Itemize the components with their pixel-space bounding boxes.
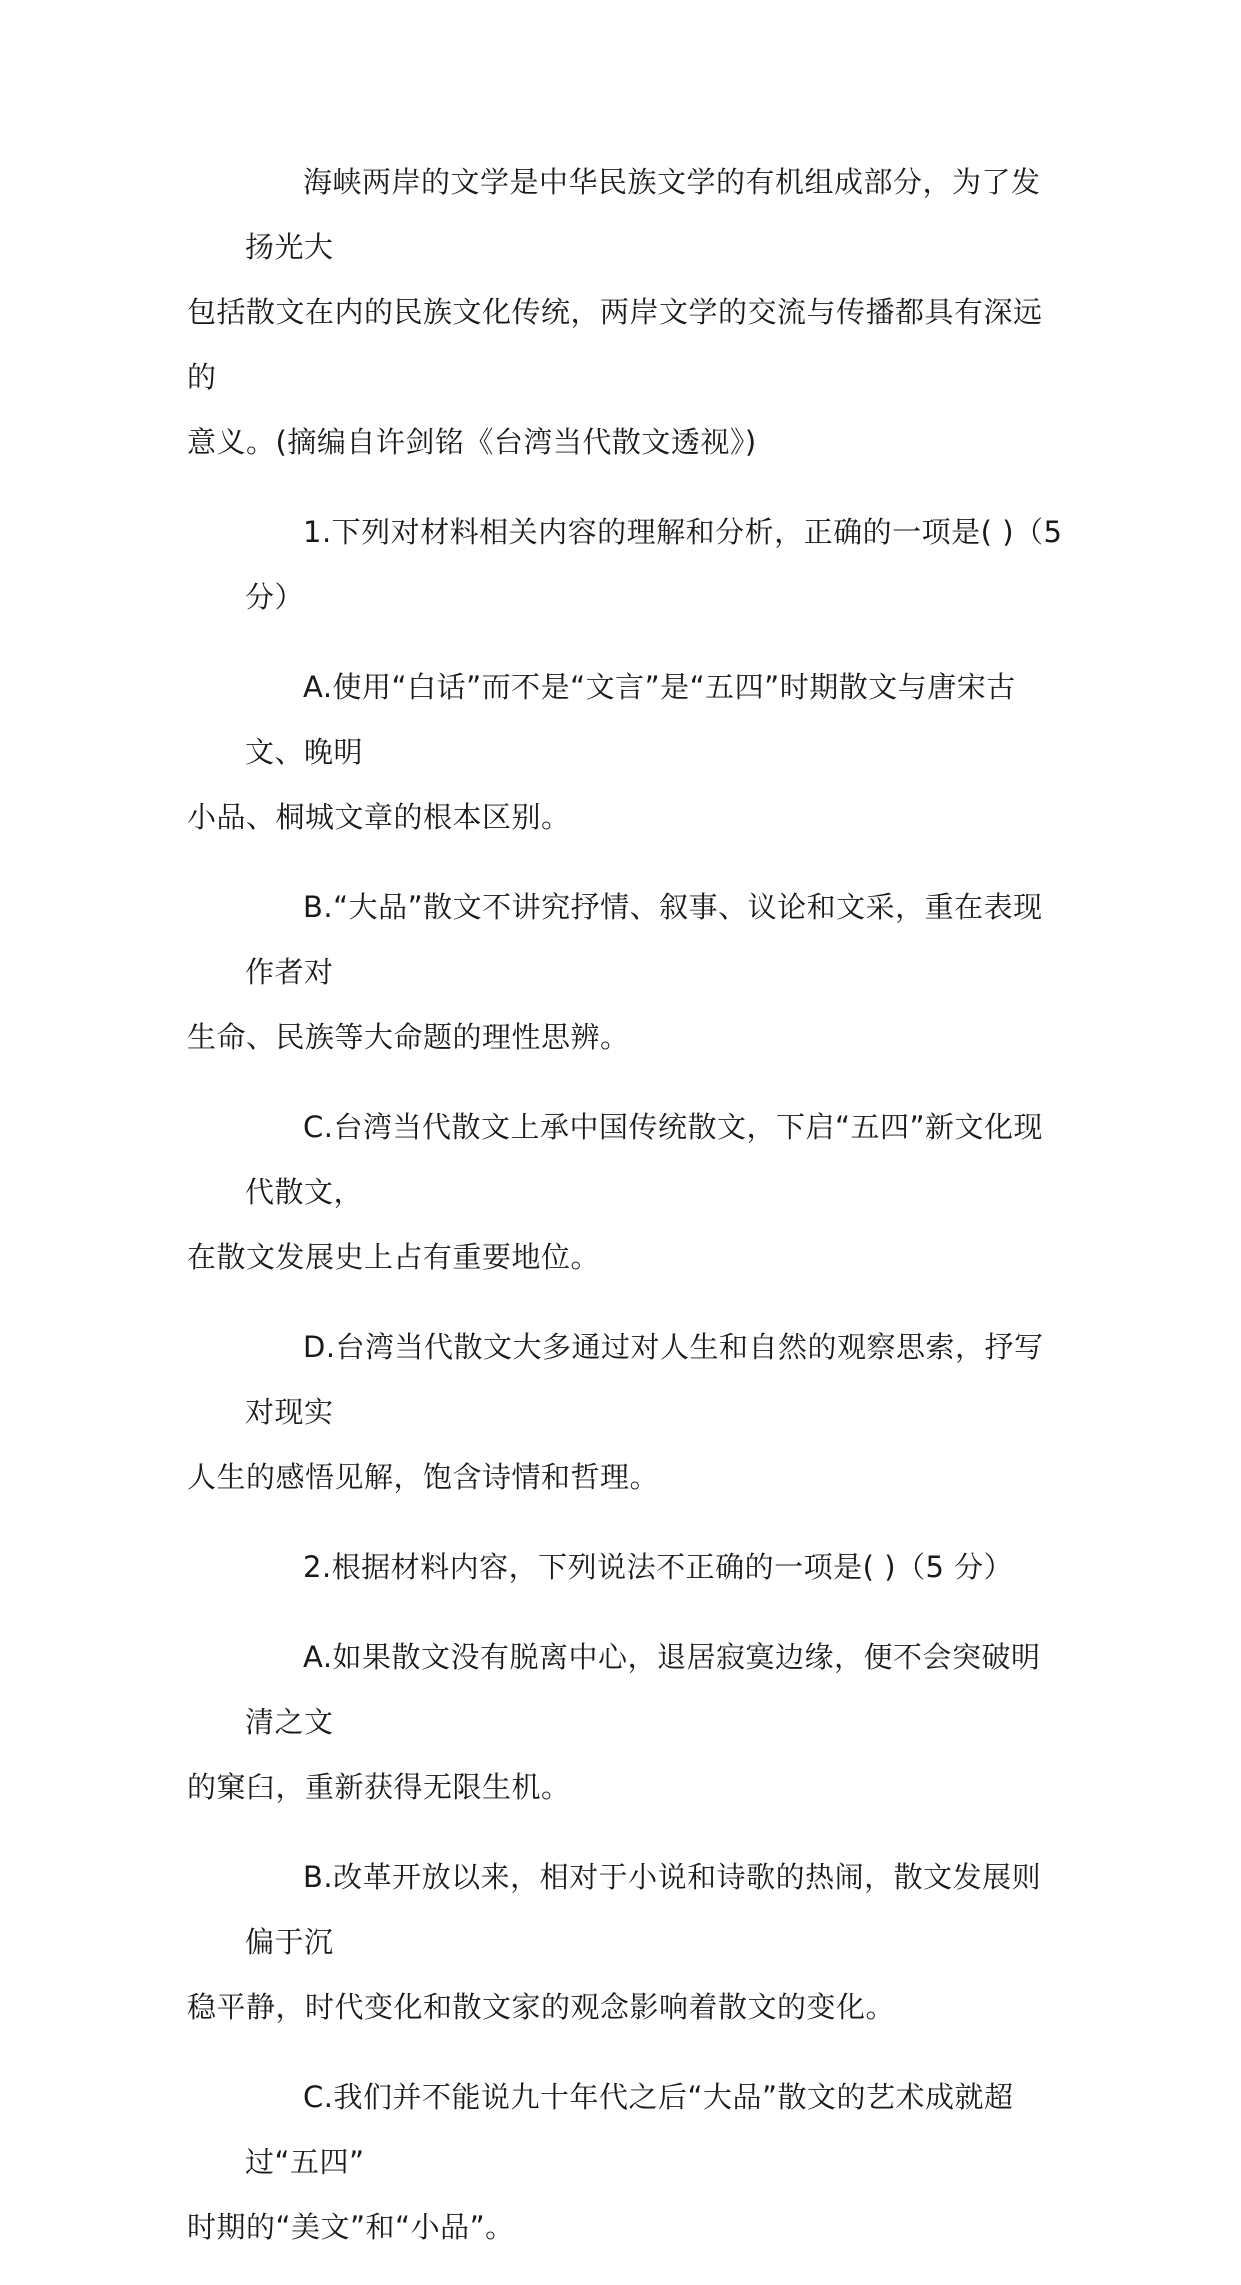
text-line: C.台湾当代散文上承中国传统散文，下启“五四”新文化现代散文， [245,1110,1044,1209]
question-2 [187,1535,1067,1600]
question-1-option-b [187,875,1067,1070]
text-line: A.如果散文没有脱离中心，退居寂寞边缘，便不会突破明清之文 [245,1640,1041,1739]
text-line: B.改革开放以来，相对于小说和诗歌的热闹，散文发展则偏于沉 [245,1860,1042,1959]
question-1 [187,500,1067,630]
text-line: 人生的感悟见解，饱含诗情和哲理。 [187,1460,660,1494]
text-line: 在散文发展史上占有重要地位。 [187,1240,601,1274]
question-1-option-c [187,1095,1067,1290]
text-line: 小品、桐城文章的根本区别。 [187,800,571,834]
text-line: 的窠臼，重新获得无限生机。 [187,1770,571,1804]
question-1-option-d [187,1315,1067,1510]
question-2-option-c [187,2065,1067,2260]
text-line: B.“大品”散文不讲究抒情、叙事、议论和文采，重在表现作者对 [245,890,1043,989]
text-line: 包括散文在内的民族文化传统，两岸文学的交流与传播都具有深远的 [187,295,1043,394]
question-stem: 2.根据材料内容，下列说法不正确的一项是( )（5 分） [303,1550,1014,1584]
text-line: C.我们并不能说九十年代之后“大品”散文的艺术成就超过“五四” [245,2080,1014,2179]
document-page [187,150,1067,2285]
question-2-option-b [187,1845,1067,2040]
text-line: D.台湾当代散文大多通过对人生和自然的观察思索，抒写对现实 [245,1330,1044,1429]
question-stem: 1.下列对材料相关内容的理解和分析，正确的一项是( )（5 分） [245,515,1063,614]
question-2-option-a [187,1625,1067,1820]
text-line: 生命、民族等大命题的理性思辨。 [187,1020,630,1054]
text-line: 意义。(摘编自许剑铭《台湾当代散文透视》) [187,425,757,459]
text-line: 稳平静，时代变化和散文家的观念影响着散文的变化。 [187,1990,896,2024]
paragraph-intro [187,150,1067,475]
text-line: 时期的“美文”和“小品”。 [187,2210,515,2244]
text-line: 海峡两岸的文学是中华民族文学的有机组成部分，为了发扬光大 [245,165,1041,264]
text-line: A.使用“白话”而不是“文言”是“五四”时期散文与唐宋古文、晚明 [245,670,1016,769]
question-1-option-a [187,655,1067,850]
